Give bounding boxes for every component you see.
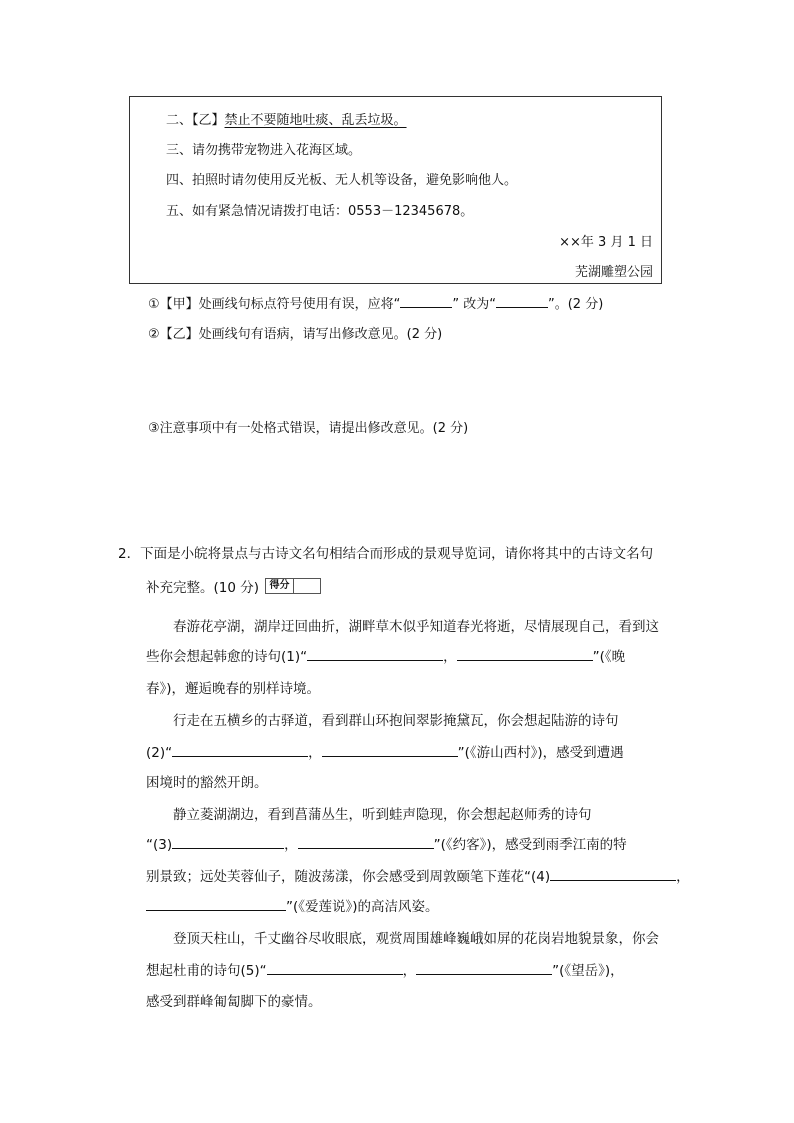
paragraph-4-line-2 <box>146 959 624 979</box>
paragraph-3-line-4 <box>146 895 439 915</box>
answer-blank[interactable] <box>307 648 443 661</box>
notice-line-2-prefix: 二、【乙】 <box>166 113 225 128</box>
paragraph-4-line-3: 感受到群峰匍匐脚下的豪情。 <box>146 994 322 1010</box>
paragraph-1-line-2 <box>146 645 625 665</box>
paragraph-3-line-1: 静立菱湖湖边，看到菖蒲丛生，听到蛙声隐现，你会想起赵师秀的诗句 <box>173 807 592 823</box>
question-1-sub-2: ②【乙】处画线句有语病，请写出修改意见。(2 分) <box>148 327 443 342</box>
paragraph-2-line-2 <box>146 741 624 761</box>
notice-box <box>129 96 662 284</box>
notice-line-2 <box>166 109 407 128</box>
answer-blank[interactable] <box>322 744 458 757</box>
answer-blank[interactable] <box>496 295 548 308</box>
question-2-title: 2．下面是小皖将景点与古诗文名句相结合而形成的景观导览词，请你将其中的古诗文名句 <box>118 546 654 562</box>
sub1-text-c: ”。(2 分) <box>548 297 604 312</box>
question-1-sub-1 <box>148 293 603 312</box>
answer-blank[interactable] <box>267 962 403 975</box>
answer-blank[interactable] <box>457 648 593 661</box>
sub1-text-b: ” 改为“ <box>452 297 496 312</box>
title2-text: 补充完整。(10 分) <box>146 580 260 596</box>
paragraph-3-line-2 <box>146 833 627 853</box>
notice-line-2-underlined: 禁止不要随地吐痰、乱丢垃圾。 <box>224 113 407 128</box>
answer-blank[interactable] <box>146 898 286 911</box>
comma: ， <box>284 837 298 853</box>
notice-line-3: 三、请勿携带宠物进入花海区域。 <box>166 143 362 158</box>
notice-signature: 芜湖雕塑公园 <box>574 265 653 280</box>
paragraph-2-line-1: 行走在五横乡的古驿道，看到群山环抱间翠影掩黛瓦，你会想起陆游的诗句 <box>173 713 619 729</box>
p2-text-a: (2)“ <box>146 745 173 761</box>
p2-text-b: ”(《游山西村》)，感受到遭遇 <box>457 745 624 761</box>
comma: ， <box>402 963 417 979</box>
answer-blank[interactable] <box>400 295 452 308</box>
p4-text-b: ”(《望岳》)， <box>552 963 624 979</box>
p1-text-b: ”(《晚 <box>592 649 626 665</box>
score-label: 得分 <box>266 579 294 593</box>
question-2-title-line-2 <box>146 576 321 596</box>
p3-text-d: ”(《爱莲说》)的高洁风姿。 <box>286 899 439 915</box>
notice-date: ××年 3 月 1 日 <box>559 235 653 250</box>
question-1-sub-3: ③注意事项中有一处格式错误，请提出修改意见。(2 分) <box>148 421 469 436</box>
paragraph-1-line-3: 春》)，邂逅晚春的别样诗境。 <box>146 681 321 697</box>
paragraph-2-line-3: 困境时的豁然开朗。 <box>146 775 268 791</box>
p3-text-b: ”(《约客》)，感受到雨季江南的特 <box>433 837 627 853</box>
p1-text-a: 些你会想起韩愈的诗句(1)“ <box>146 649 308 665</box>
answer-blank[interactable] <box>416 962 552 975</box>
paragraph-3-line-3 <box>146 865 690 885</box>
answer-blank[interactable] <box>298 836 434 849</box>
paragraph-4-line-1: 登顶天柱山，千丈幽谷尽收眼底，观赏周围雄峰巍峨如屏的花岗岩地貌景象，你会 <box>173 931 659 947</box>
comma: ， <box>308 745 322 761</box>
p3-text-a: “(3) <box>146 837 173 853</box>
notice-line-4: 四、拍照时请勿使用反光板、无人机等设备，避免影响他人。 <box>166 173 518 188</box>
answer-blank[interactable] <box>550 868 676 881</box>
answer-blank[interactable] <box>172 836 284 849</box>
p3-text-c: 别景致；远处芙蓉仙子，随波荡漾，你会感受到周敦颐笔下莲花“(4) <box>146 869 551 885</box>
comma: ， <box>676 869 690 885</box>
p4-text-a: 想起杜甫的诗句(5)“ <box>146 963 267 979</box>
answer-blank[interactable] <box>172 744 308 757</box>
sub1-text-a: ①【甲】处画线句标点符号使用有误，应将“ <box>148 297 401 312</box>
comma: ， <box>443 649 457 665</box>
paragraph-1-line-1: 春游花亭湖，湖岸迂回曲折，湖畔草木似乎知道春光将逝，尽情展现自己，看到这 <box>173 619 659 635</box>
score-box <box>265 578 321 594</box>
notice-line-5: 五、如有紧急情况请拨打电话：0553－12345678。 <box>166 204 474 219</box>
